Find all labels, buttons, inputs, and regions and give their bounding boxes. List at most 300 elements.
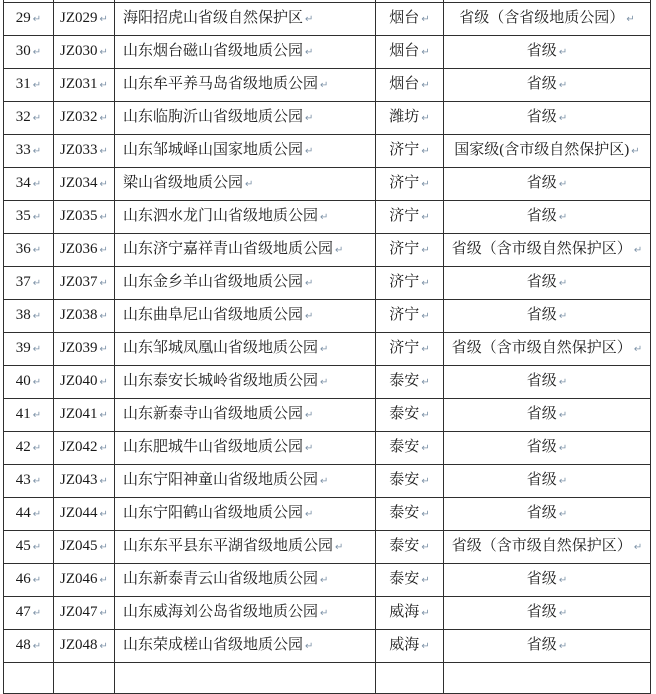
return-mark-icon: ↵: [99, 443, 108, 454]
return-mark-icon: ↵: [32, 113, 42, 124]
city-cell-partial: [376, 663, 444, 694]
code-cell-text: JZ046: [60, 571, 98, 587]
return-mark-icon: ↵: [99, 113, 108, 124]
level-cell: [444, 564, 651, 597]
return-mark-icon: ↵: [421, 47, 430, 58]
level-cell: [444, 465, 651, 498]
park-name-cell-partial: [115, 663, 376, 694]
return-mark-icon: ↵: [421, 410, 430, 421]
park-name-cell-text: 山东新泰青云山省级地质公园: [123, 571, 319, 587]
city-cell: [376, 36, 444, 69]
return-mark-icon: ↵: [320, 80, 329, 91]
return-mark-icon: ↵: [558, 179, 568, 190]
park-name-cell: [115, 597, 376, 630]
return-mark-icon: ↵: [32, 542, 42, 553]
code-cell-text: JZ034: [60, 175, 98, 191]
park-name-cell-text: 梁山省级地质公园: [123, 175, 244, 191]
table-row: [4, 366, 651, 399]
level-cell: [444, 3, 651, 36]
city-cell-text: 济宁: [389, 241, 420, 257]
return-mark-icon: ↵: [305, 14, 314, 25]
code-cell-text: JZ030: [60, 43, 98, 59]
park-name-cell-text: 山东泗水龙门山省级地质公园: [123, 208, 319, 224]
return-mark-icon: ↵: [558, 575, 568, 586]
city-cell-text: 济宁: [389, 274, 420, 290]
level-cell-text: 省级: [526, 637, 557, 653]
return-mark-icon: ↵: [99, 179, 108, 190]
table-row: [4, 498, 651, 531]
city-cell-text: 泰安: [389, 472, 420, 488]
return-mark-icon: ↵: [99, 212, 108, 223]
city-cell: [376, 564, 444, 597]
return-mark-icon: ↵: [32, 14, 42, 25]
city-cell-text: 威海: [389, 637, 420, 653]
level-cell: [444, 630, 651, 663]
code-cell: [54, 333, 115, 366]
return-mark-icon: ↵: [421, 146, 430, 157]
park-name-cell-text: 山东金乡羊山省级地质公园: [123, 274, 304, 290]
city-cell: [376, 597, 444, 630]
return-mark-icon: ↵: [305, 641, 314, 652]
level-cell: [444, 69, 651, 102]
park-name-cell: [115, 102, 376, 135]
return-mark-icon: ↵: [32, 377, 42, 388]
level-cell-text: 国家级(含市级自然保护区): [454, 142, 630, 158]
level-cell: [444, 135, 651, 168]
row-number-cell-text: 29: [15, 10, 31, 26]
level-cell-text: 省级: [526, 43, 557, 59]
code-cell-text: JZ048: [60, 637, 98, 653]
level-cell: [444, 234, 651, 267]
code-cell-text: JZ032: [60, 109, 98, 125]
park-name-cell-text: 山东邹城凤凰山省级地质公园: [123, 340, 319, 356]
code-cell-text: JZ033: [60, 142, 98, 158]
row-number-cell: [4, 465, 54, 498]
code-cell: [54, 102, 115, 135]
return-mark-icon: ↵: [558, 608, 568, 619]
city-cell-text: 泰安: [389, 538, 420, 554]
city-cell: [376, 69, 444, 102]
row-number-cell-text: 30: [15, 43, 31, 59]
park-name-cell: [115, 201, 376, 234]
return-mark-icon: ↵: [558, 476, 568, 487]
return-mark-icon: ↵: [99, 641, 108, 652]
park-name-cell-text: 海阳招虎山省级自然保护区: [123, 10, 304, 26]
level-cell-text: 省级: [526, 439, 557, 455]
return-mark-icon: ↵: [335, 245, 344, 256]
city-cell: [376, 630, 444, 663]
row-number-cell-text: 32: [15, 109, 31, 125]
code-cell-text: JZ044: [60, 505, 98, 521]
park-name-cell: [115, 630, 376, 663]
code-cell-text: JZ042: [60, 439, 98, 455]
return-mark-icon: ↵: [558, 212, 568, 223]
level-cell: [444, 399, 651, 432]
level-cell: [444, 300, 651, 333]
city-cell: [376, 531, 444, 564]
city-cell: [376, 399, 444, 432]
return-mark-icon: ↵: [626, 14, 635, 25]
city-cell: [376, 102, 444, 135]
return-mark-icon: ↵: [99, 608, 108, 619]
return-mark-icon: ↵: [32, 476, 42, 487]
return-mark-icon: ↵: [305, 410, 314, 421]
park-name-cell-text: 山东宁阳鹤山省级地质公园: [123, 505, 304, 521]
level-cell-text: 省级: [526, 406, 557, 422]
level-cell-text: 省级: [526, 274, 557, 290]
return-mark-icon: ↵: [421, 179, 430, 190]
code-cell: [54, 201, 115, 234]
return-mark-icon: ↵: [32, 212, 42, 223]
return-mark-icon: ↵: [558, 113, 568, 124]
row-number-cell-text: 46: [15, 571, 31, 587]
level-cell-text: 省级: [526, 307, 557, 323]
level-cell-text: 省级: [526, 604, 557, 620]
row-number-cell: [4, 36, 54, 69]
park-name-cell: [115, 300, 376, 333]
level-cell: [444, 102, 651, 135]
code-cell: [54, 432, 115, 465]
return-mark-icon: ↵: [421, 575, 430, 586]
return-mark-icon: ↵: [421, 509, 430, 520]
row-number-cell: [4, 234, 54, 267]
park-name-cell: [115, 234, 376, 267]
code-cell-text: JZ040: [60, 373, 98, 389]
return-mark-icon: ↵: [32, 641, 42, 652]
return-mark-icon: ↵: [99, 377, 108, 388]
return-mark-icon: ↵: [421, 542, 430, 553]
table-row: [4, 234, 651, 267]
return-mark-icon: ↵: [421, 443, 430, 454]
park-name-cell: [115, 432, 376, 465]
return-mark-icon: ↵: [99, 476, 108, 487]
code-cell-text: JZ037: [60, 274, 98, 290]
return-mark-icon: ↵: [99, 146, 108, 157]
park-name-cell-text: 山东肥城牛山省级地质公园: [123, 439, 304, 455]
city-cell-text: 潍坊: [389, 109, 420, 125]
return-mark-icon: ↵: [32, 344, 42, 355]
table-row: [4, 102, 651, 135]
level-cell: [444, 333, 651, 366]
row-number-cell: [4, 300, 54, 333]
return-mark-icon: ↵: [305, 113, 314, 124]
table-row: [4, 630, 651, 663]
park-name-cell-text: 山东泰安长城岭省级地质公园: [123, 373, 319, 389]
level-cell-text: 省级（含省级地质公园）: [459, 10, 625, 26]
row-number-cell-text: 40: [15, 373, 31, 389]
city-cell-text: 烟台: [389, 43, 420, 59]
code-cell: [54, 597, 115, 630]
park-name-cell-text: 山东邹城峄山国家地质公园: [123, 142, 304, 158]
table-row: [4, 135, 651, 168]
row-number-cell-text: 35: [15, 208, 31, 224]
code-cell: [54, 168, 115, 201]
table-row: [4, 465, 651, 498]
park-name-cell: [115, 498, 376, 531]
code-cell: [54, 69, 115, 102]
city-cell: [376, 333, 444, 366]
level-cell: [444, 201, 651, 234]
return-mark-icon: ↵: [32, 245, 42, 256]
row-number-cell-text: 37: [15, 274, 31, 290]
code-cell-text: JZ029: [60, 10, 98, 26]
return-mark-icon: ↵: [99, 344, 108, 355]
city-cell: [376, 168, 444, 201]
table-row: [4, 399, 651, 432]
return-mark-icon: ↵: [421, 476, 430, 487]
table-row: [4, 267, 651, 300]
level-cell-text: 省级: [526, 76, 557, 92]
return-mark-icon: ↵: [320, 476, 329, 487]
city-cell: [376, 201, 444, 234]
row-number-cell: [4, 432, 54, 465]
row-number-cell-text: 33: [15, 142, 31, 158]
return-mark-icon: ↵: [32, 146, 42, 157]
park-name-cell: [115, 333, 376, 366]
return-mark-icon: ↵: [633, 245, 643, 256]
level-cell-text: 省级: [526, 208, 557, 224]
city-cell-text: 烟台: [389, 76, 420, 92]
table-row: [4, 168, 651, 201]
return-mark-icon: ↵: [558, 80, 568, 91]
code-cell-text: JZ031: [60, 76, 98, 92]
return-mark-icon: ↵: [558, 377, 568, 388]
row-number-cell-text: 44: [15, 505, 31, 521]
table-row: [4, 201, 651, 234]
park-name-cell-text: 山东新泰寺山省级地质公园: [123, 406, 304, 422]
level-cell-text: 省级: [526, 571, 557, 587]
return-mark-icon: ↵: [633, 542, 643, 553]
level-cell-text: 省级: [526, 109, 557, 125]
row-number-cell-partial: [4, 663, 54, 694]
code-cell: [54, 399, 115, 432]
level-cell-text: 省级（含市级自然保护区）: [451, 241, 632, 257]
level-cell-text: 省级: [526, 472, 557, 488]
row-number-cell: [4, 564, 54, 597]
code-cell: [54, 564, 115, 597]
return-mark-icon: ↵: [421, 641, 430, 652]
return-mark-icon: ↵: [558, 509, 568, 520]
return-mark-icon: ↵: [32, 443, 42, 454]
row-number-cell: [4, 201, 54, 234]
park-name-cell-text: 山东宁阳神童山省级地质公园: [123, 472, 319, 488]
return-mark-icon: ↵: [421, 212, 430, 223]
return-mark-icon: ↵: [32, 278, 42, 289]
level-cell-text: 省级（含市级自然保护区）: [451, 538, 632, 554]
return-mark-icon: ↵: [99, 245, 108, 256]
level-cell: [444, 36, 651, 69]
city-cell-text: 济宁: [389, 175, 420, 191]
row-number-cell-text: 43: [15, 472, 31, 488]
city-cell-text: 济宁: [389, 340, 420, 356]
row-number-cell-text: 38: [15, 307, 31, 323]
table-row: [4, 300, 651, 333]
row-number-cell: [4, 102, 54, 135]
city-cell: [376, 3, 444, 36]
city-cell: [376, 135, 444, 168]
return-mark-icon: ↵: [558, 410, 568, 421]
city-cell: [376, 465, 444, 498]
return-mark-icon: ↵: [99, 410, 108, 421]
level-cell: [444, 432, 651, 465]
return-mark-icon: ↵: [99, 575, 108, 586]
city-cell: [376, 267, 444, 300]
code-cell-text: JZ038: [60, 307, 98, 323]
row-number-cell: [4, 498, 54, 531]
code-cell: [54, 36, 115, 69]
park-name-cell: [115, 399, 376, 432]
row-number-cell: [4, 333, 54, 366]
park-name-cell-text: 山东临朐沂山省级地质公园: [123, 109, 304, 125]
city-cell: [376, 234, 444, 267]
row-number-cell: [4, 630, 54, 663]
code-cell-text: JZ043: [60, 472, 98, 488]
city-cell: [376, 432, 444, 465]
row-number-cell-text: 48: [15, 637, 31, 653]
return-mark-icon: ↵: [631, 146, 640, 157]
park-name-cell: [115, 3, 376, 36]
return-mark-icon: ↵: [335, 542, 344, 553]
code-cell: [54, 498, 115, 531]
row-number-cell: [4, 531, 54, 564]
return-mark-icon: ↵: [558, 311, 568, 322]
return-mark-icon: ↵: [421, 113, 430, 124]
table-row: [4, 69, 651, 102]
table-row: [4, 531, 651, 564]
city-cell-text: 泰安: [389, 571, 420, 587]
table-row: [4, 3, 651, 36]
row-number-cell: [4, 267, 54, 300]
code-cell-text: JZ047: [60, 604, 98, 620]
return-mark-icon: ↵: [32, 179, 42, 190]
return-mark-icon: ↵: [99, 47, 108, 58]
park-name-cell: [115, 366, 376, 399]
return-mark-icon: ↵: [305, 47, 314, 58]
return-mark-icon: ↵: [99, 14, 108, 25]
row-number-cell-text: 31: [15, 76, 31, 92]
code-cell-text: JZ045: [60, 538, 98, 554]
code-cell: [54, 465, 115, 498]
return-mark-icon: ↵: [99, 509, 108, 520]
city-cell-text: 泰安: [389, 406, 420, 422]
code-cell-text: JZ041: [60, 406, 98, 422]
park-name-cell: [115, 531, 376, 564]
return-mark-icon: ↵: [305, 509, 314, 520]
level-cell: [444, 366, 651, 399]
city-cell: [376, 300, 444, 333]
return-mark-icon: ↵: [32, 80, 42, 91]
table-row: [4, 597, 651, 630]
return-mark-icon: ↵: [32, 410, 42, 421]
level-cell-text: 省级（含市级自然保护区）: [451, 340, 632, 356]
cutoff-row-below: [4, 663, 651, 694]
return-mark-icon: ↵: [421, 608, 430, 619]
row-number-cell: [4, 366, 54, 399]
return-mark-icon: ↵: [320, 344, 329, 355]
return-mark-icon: ↵: [99, 542, 108, 553]
city-cell-text: 泰安: [389, 505, 420, 521]
return-mark-icon: ↵: [99, 80, 108, 91]
city-cell-text: 济宁: [389, 142, 420, 158]
park-name-cell: [115, 36, 376, 69]
return-mark-icon: ↵: [320, 212, 329, 223]
return-mark-icon: ↵: [421, 245, 430, 256]
park-name-cell: [115, 168, 376, 201]
park-name-cell-text: 山东烟台磁山省级地质公园: [123, 43, 304, 59]
return-mark-icon: ↵: [32, 47, 42, 58]
return-mark-icon: ↵: [320, 608, 329, 619]
return-mark-icon: ↵: [421, 80, 430, 91]
level-cell: [444, 531, 651, 564]
row-number-cell-text: 39: [15, 340, 31, 356]
level-cell-partial: [444, 663, 651, 694]
park-name-cell: [115, 69, 376, 102]
city-cell: [376, 498, 444, 531]
park-name-cell: [115, 465, 376, 498]
city-cell: [376, 366, 444, 399]
return-mark-icon: ↵: [558, 47, 568, 58]
row-number-cell-text: 47: [15, 604, 31, 620]
return-mark-icon: ↵: [99, 278, 108, 289]
return-mark-icon: ↵: [421, 377, 430, 388]
return-mark-icon: ↵: [99, 311, 108, 322]
return-mark-icon: ↵: [305, 278, 314, 289]
return-mark-icon: ↵: [421, 311, 430, 322]
park-name-cell-text: 山东济宁嘉祥青山省级地质公园: [123, 241, 334, 257]
park-name-cell: [115, 564, 376, 597]
city-cell-text: 济宁: [389, 307, 420, 323]
return-mark-icon: ↵: [558, 278, 568, 289]
return-mark-icon: ↵: [421, 14, 430, 25]
return-mark-icon: ↵: [245, 179, 254, 190]
city-cell-text: 济宁: [389, 208, 420, 224]
code-cell: [54, 267, 115, 300]
return-mark-icon: ↵: [32, 608, 42, 619]
park-name-cell-text: 山东荣成槎山省级地质公园: [123, 637, 304, 653]
code-cell: [54, 234, 115, 267]
row-number-cell: [4, 168, 54, 201]
code-cell-text: JZ036: [60, 241, 98, 257]
row-number-cell-text: 45: [15, 538, 31, 554]
level-cell: [444, 597, 651, 630]
table-row: [4, 333, 651, 366]
return-mark-icon: ↵: [421, 344, 430, 355]
return-mark-icon: ↵: [320, 575, 329, 586]
park-name-cell-text: 山东东平县东平湖省级地质公园: [123, 538, 334, 554]
table-row: [4, 36, 651, 69]
park-name-cell-text: 山东威海刘公岛省级地质公园: [123, 604, 319, 620]
return-mark-icon: ↵: [32, 311, 42, 322]
row-number-cell: [4, 399, 54, 432]
return-mark-icon: ↵: [558, 641, 568, 652]
code-cell: [54, 300, 115, 333]
level-cell: [444, 498, 651, 531]
level-cell: [444, 267, 651, 300]
return-mark-icon: ↵: [32, 575, 42, 586]
city-cell-text: 烟台: [389, 10, 420, 26]
code-cell: [54, 3, 115, 36]
row-number-cell: [4, 135, 54, 168]
code-cell-text: JZ035: [60, 208, 98, 224]
return-mark-icon: ↵: [32, 509, 42, 520]
park-name-cell-text: 山东曲阜尼山省级地质公园: [123, 307, 304, 323]
table-row: [4, 432, 651, 465]
return-mark-icon: ↵: [305, 146, 314, 157]
row-number-cell: [4, 597, 54, 630]
return-mark-icon: ↵: [421, 278, 430, 289]
code-cell-partial: [54, 663, 115, 694]
level-cell: [444, 168, 651, 201]
